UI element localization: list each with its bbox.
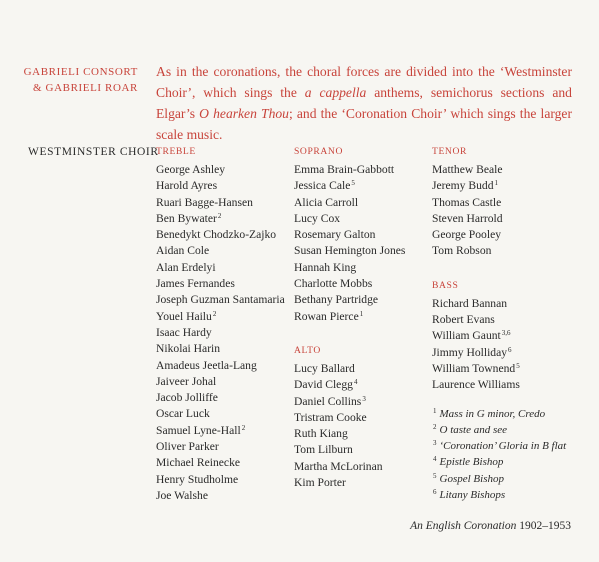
list-item: Lucy Cox — [294, 211, 341, 225]
list-item: Rowan Pierce$^1$ — [294, 309, 364, 323]
list-item: Oliver Parker — [156, 440, 219, 454]
list-item: Jessica Cale$^5$ — [294, 179, 355, 193]
list-item: Charlotte Mobbs — [294, 277, 373, 291]
voice-spacer — [432, 260, 566, 280]
footnote: $^5$ Gospel Bishop — [433, 471, 504, 485]
list-item: Ruth Kiang — [294, 427, 348, 441]
list-item: Isaac Hardy — [156, 325, 212, 339]
list-item: Harold Ayres — [156, 179, 218, 193]
ensemble-line-1: GABRIELI CONSORT — [23, 66, 138, 78]
footnote-list — [432, 406, 566, 504]
ensemble-name — [20, 64, 138, 96]
list-item: Susan Hemington Jones — [294, 244, 406, 258]
list-item: James Fernandes — [156, 277, 235, 291]
name-list-soprano — [294, 162, 406, 325]
intro-paragraph — [156, 61, 572, 145]
list-item: William Townend$^5$ — [432, 361, 520, 375]
footer-years: 1902–1953 — [519, 520, 571, 532]
column-treble — [156, 146, 286, 504]
list-item: Benedykt Chodzko-Zajko — [156, 228, 277, 242]
name-list-treble — [156, 162, 286, 504]
column-soprano-alto — [294, 146, 406, 491]
list-item: Youel Hailu$^2$ — [156, 309, 217, 323]
list-item: George Pooley — [432, 228, 502, 242]
intro-emphasis-2: O hearken Thou — [199, 106, 289, 121]
list-item: Lucy Ballard — [294, 361, 355, 375]
list-item: Bethany Partridge — [294, 293, 379, 307]
list-item: Jimmy Holliday$^6$ — [432, 345, 512, 359]
intro-text-3: ; and the ‘Coronation Choir’ which sings the larger scale music. — [156, 106, 572, 142]
list-item: Matthew Beale — [432, 163, 503, 176]
list-item: Jeremy Budd$^1$ — [432, 179, 499, 193]
name-list-alto — [294, 361, 406, 491]
footnote: $^1$ Mass in G minor, Credo — [433, 406, 546, 420]
list-item: Amadeus Jeetla-Lang — [156, 358, 257, 372]
footer-title: An English Coronation — [410, 520, 517, 532]
list-item: Emma Brain-Gabbott — [294, 163, 395, 176]
list-item: Laurence Williams — [432, 378, 520, 392]
list-item: Michael Reinecke — [156, 456, 241, 470]
list-item: Oscar Luck — [156, 407, 210, 421]
list-item: Steven Harrold — [432, 211, 503, 225]
intro-emphasis-1: a cappella — [304, 85, 367, 100]
list-item: Rosemary Galton — [294, 228, 376, 242]
name-list-bass — [432, 296, 566, 394]
list-item: Tom Lilburn — [294, 443, 353, 457]
list-item: Jacob Jolliffe — [156, 391, 218, 405]
list-item: Jaiveer Johal — [156, 374, 217, 388]
list-item: Hannah King — [294, 260, 357, 274]
footnote: $^3$ ‘Coronation’ Gloria in B flat — [433, 439, 567, 453]
name-list-tenor — [432, 162, 566, 260]
list-item: Alicia Carroll — [294, 195, 359, 209]
voice-heading-alto: ALTO — [294, 344, 321, 356]
list-item: Alan Erdelyi — [156, 260, 216, 274]
list-item: David Clegg$^4$ — [294, 378, 358, 392]
voice-heading-soprano: SOPRANO — [294, 146, 343, 157]
list-item: Ruari Bagge-Hansen — [156, 195, 253, 209]
ensemble-line-2: & GABRIELI ROAR — [33, 82, 138, 94]
column-tenor-bass — [432, 146, 566, 503]
list-item: Daniel Collins$^3$ — [294, 394, 366, 408]
list-item: Robert Evans — [432, 313, 495, 327]
section-label: WESTMINSTER CHOIR — [28, 146, 159, 158]
list-item: Ben Bywater$^2$ — [156, 211, 222, 225]
voice-heading-tenor: TENOR — [432, 146, 467, 157]
list-item: William Gaunt$^{3,6}$ — [432, 329, 511, 343]
footnote: $^2$ O taste and see — [433, 422, 508, 436]
list-item: Richard Bannan — [432, 296, 508, 310]
intro-text-2: anthems, semichorus sections and Elgar’s — [156, 85, 572, 121]
list-item: Henry Studholme — [156, 472, 239, 486]
list-item: Martha McLorinan — [294, 459, 383, 473]
list-item: Thomas Castle — [432, 195, 502, 209]
list-item: Joseph Guzman Santamaria — [156, 293, 285, 307]
list-item: Tom Robson — [432, 244, 492, 258]
intro-text-1: As in the coronations, the choral forces are divided into the ‘Westminster Choir’, which sings the — [156, 64, 572, 100]
list-item: Joe Walshe — [156, 488, 208, 502]
list-item: Aidan Cole — [156, 244, 210, 258]
list-item: Samuel Lyne-Hall$^2$ — [156, 423, 246, 437]
voice-heading-treble: TREBLE — [156, 146, 196, 157]
list-item: Nikolai Harin — [156, 342, 221, 356]
list-item: Kim Porter — [294, 476, 346, 490]
footnote: $^4$ Epistle Bishop — [433, 455, 504, 469]
list-item: George Ashley — [156, 163, 226, 176]
voice-heading-bass: BASS — [432, 279, 459, 291]
footnote: $^6$ Litany Bishops — [433, 488, 506, 502]
list-item: Tristram Cooke — [294, 410, 367, 424]
page-footer — [410, 520, 571, 532]
voice-spacer — [294, 325, 406, 345]
